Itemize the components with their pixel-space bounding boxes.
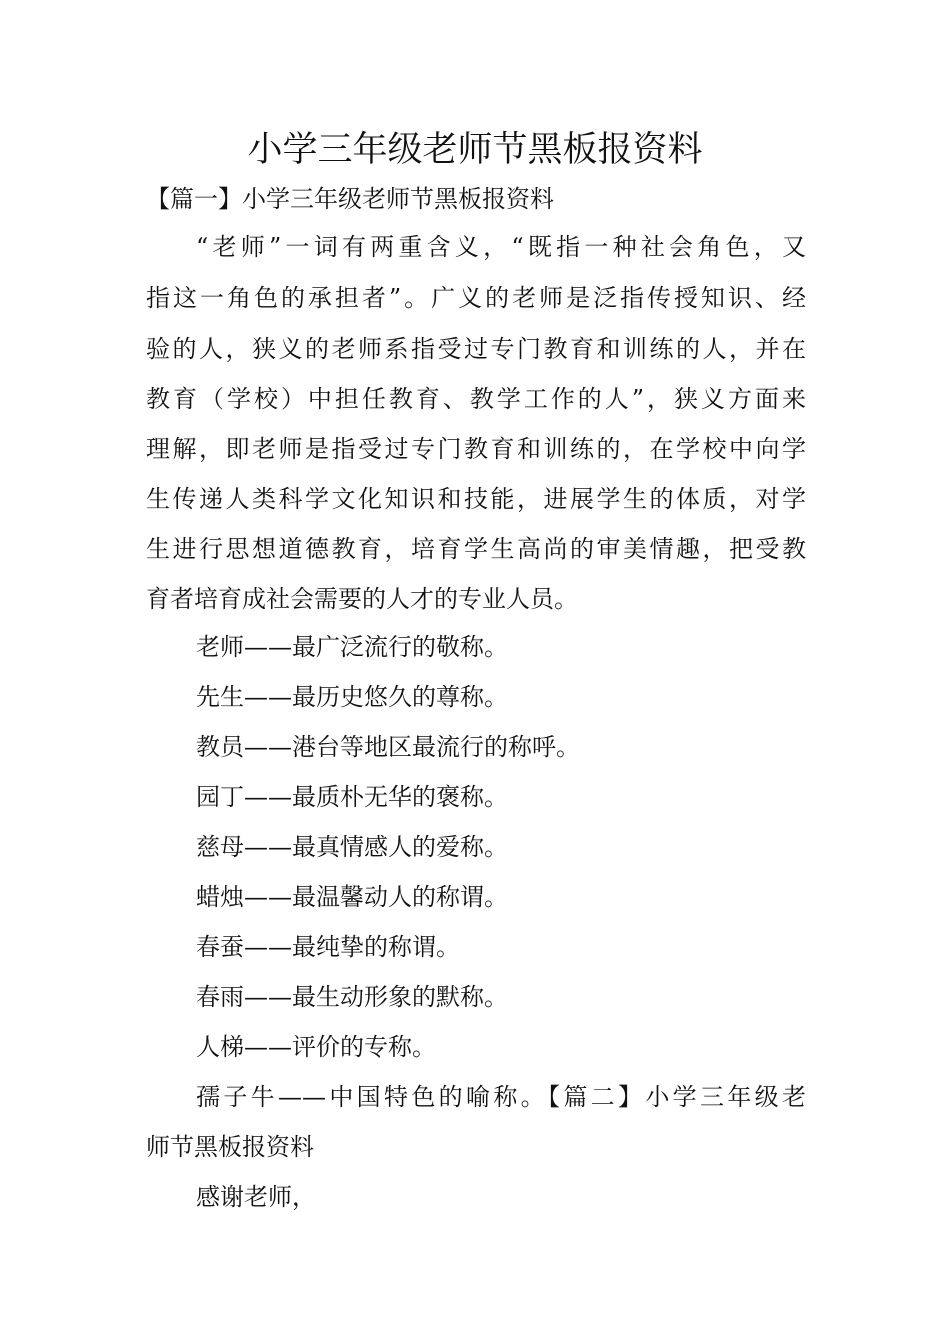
paragraph-line: 师节黑板报资料 [146, 1133, 314, 1161]
list-item: 先生——最历史悠久的尊称。 [196, 683, 508, 711]
list-item: 人梯——评价的专称。 [196, 1033, 436, 1061]
closing-line: 感谢老师， [196, 1183, 316, 1211]
paragraph-line: 育者培育成社会需要的人才的专业人员。 [146, 585, 578, 613]
list-item: 教员——港台等地区最流行的称呼。 [196, 733, 580, 761]
list-item: 春蚕——最纯挚的称谓。 [196, 933, 460, 961]
paragraph-line: 孺子牛——中国特色的喻称。【篇二】小学三年级老 [196, 1083, 806, 1111]
list-item: 春雨——最生动形象的默称。 [196, 983, 508, 1011]
document-title: 小学三年级老师节黑板报资料 [247, 130, 703, 170]
section-heading: 【篇一】小学三年级老师节黑板报资料 [146, 185, 554, 213]
paragraph-line: 教育（学校）中担任教育、教学工作的人”，狭义方面来 [146, 385, 806, 413]
list-item: 慈母——最真情感人的爱称。 [196, 833, 508, 861]
list-item: 园丁——最质朴无华的褒称。 [196, 783, 508, 811]
list-item: 蜡烛——最温馨动人的称谓。 [196, 883, 508, 911]
paragraph-line: 生进行思想道德教育，培育学生高尚的审美情趣，把受教 [146, 535, 806, 563]
paragraph-line: 验的人，狭义的老师系指受过专门教育和训练的人，并在 [146, 335, 806, 363]
list-item: 老师——最广泛流行的敬称。 [196, 633, 508, 661]
paragraph-line: “老师”一词有两重含义，“既指一种社会角色，又 [196, 233, 806, 261]
paragraph-line: 指这一角色的承担者”。广义的老师是泛指传授知识、经 [146, 284, 806, 312]
paragraph-line: 生传递人类科学文化知识和技能，进展学生的体质，对学 [146, 485, 806, 513]
paragraph-line: 理解，即老师是指受过专门教育和训练的，在学校中向学 [146, 435, 806, 463]
